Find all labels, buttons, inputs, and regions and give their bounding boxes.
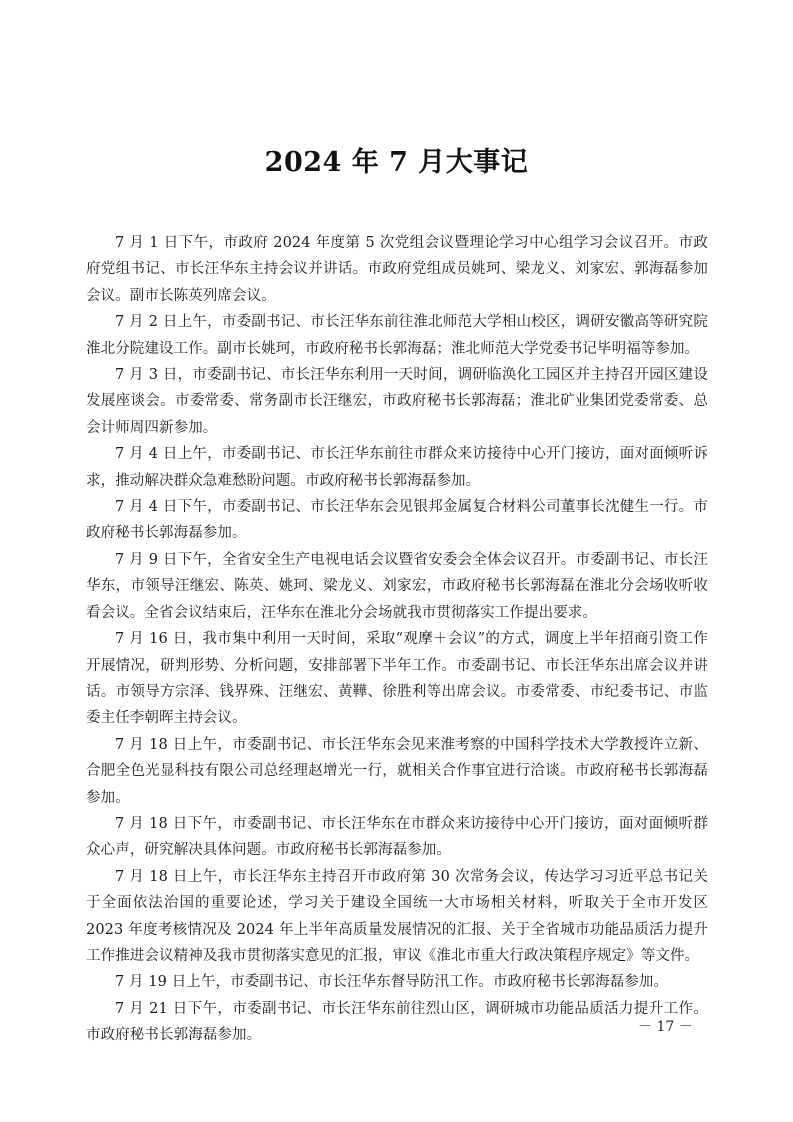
event-entry-0718-am-standing: 7 月 18 日上午，市长汪华东主持召开市政府第 30 次常务会议，传达学习习近平总书记关于全面依法治国的重要论述，学习关于建设全国统一大市场相关材料，听取关于全市开发区 2023 年度考核情况及 2024 年上半年高质量发展情况的汇报、关于全省城市功能品质活力提升工作推进会议精神及我市贯彻落实意见的汇报，审议《淮北市重大行政决策程序规定》等文件。 [86,868,708,964]
event-entry-0703: 7 月 3 日，市委副书记、市长汪华东利用一天时间，调研临涣化工园区并主持召开园区建设发展座谈会。市委常委、常务副市长汪继宏，市政府秘书长郭海磊；淮北矿业集团党委常委、总会计师周四新参加。 [86,367,708,436]
event-entry-0709-pm: 7 月 9 日下午，全省安全生产电视电话会议暨省安委会全体会议召开。市委副书记、市长汪华东，市领导汪继宏、陈英、姚珂、梁龙义、刘家宏，市政府秘书长郭海磊在淮北分会场收听收看会议。全省会议结束后，汪华东在淮北分会场就我市贯彻落实工作提出要求。 [86,551,708,621]
event-entry-0704-am: 7 月 4 日上午，市委副书记、市长汪华东前往市群众来访接待中心开门接访，面对面倾听诉求，推动解决群众急难愁盼问题。市政府秘书长郭海磊参加。 [86,446,708,489]
page-title: 2024 年 7 月大事记 [264,147,529,178]
event-list [86,230,708,1049]
event-entry-0701-pm: 7 月 1 日下午，市政府 2024 年度第 5 次党组会议暨理论学习中心组学习会议召开。市政府党组书记、市长汪华东主持会议并讲话。市政府党组成员姚珂、梁龙义、刘家宏、郭海磊参加会议。副市长陈英列席会议。 [86,235,708,304]
event-entry-0718-pm: 7 月 18 日下午，市委副书记、市长汪华东在市群众来访接待中心开门接访，面对面倾听群众心声，研究解决具体问题。市政府秘书长郭海磊参加。 [86,815,708,859]
page-number: － 17 － [638,1019,693,1035]
event-entry-0704-pm: 7 月 4 日下午，市委副书记、市长汪华东会见银邦金属复合材料公司董事长沈健生一行。市政府秘书长郭海磊参加。 [86,499,708,542]
event-entry-0718-am-meeting: 7 月 18 日上午，市委副书记、市长汪华东会见来淮考察的中国科学技术大学教授许立新、合肥全色光显科技有限公司总经理赵增光一行，就相关合作事宜进行洽谈。市政府秘书长郭海磊参加。 [86,736,708,806]
event-entry-0719-am: 7 月 19 日上午，市委副书记、市长汪华东督导防汛工作。市政府秘书长郭海磊参加。 [115,974,669,991]
event-entry-0721-pm: 7 月 21 日下午，市委副书记、市长汪华东前往烈山区，调研城市功能品质活力提升工作。市政府秘书长郭海磊参加。 [86,1000,708,1044]
event-entry-0702-am: 7 月 2 日上午，市委副书记、市长汪华东前往淮北师范大学相山校区，调研安徽高等研究院淮北分院建设工作。副市长姚珂，市政府秘书长郭海磊；淮北师范大学党委书记毕明福等参加。 [86,314,708,357]
event-entry-0716: 7 月 16 日，我市集中利用一天时间，采取“观摩＋会议”的方式，调度上半年招商引资工作开展情况，研判形势、分析问题，安排部署下半年工作。市委副书记、市长汪华东出席会议并讲话。市领导方宗泽、钱界殊、汪继宏、黄鞾、徐胜利等出席会议。市委常委、市纪委书记、市监委主任李朝晖主持会议。 [86,631,708,727]
